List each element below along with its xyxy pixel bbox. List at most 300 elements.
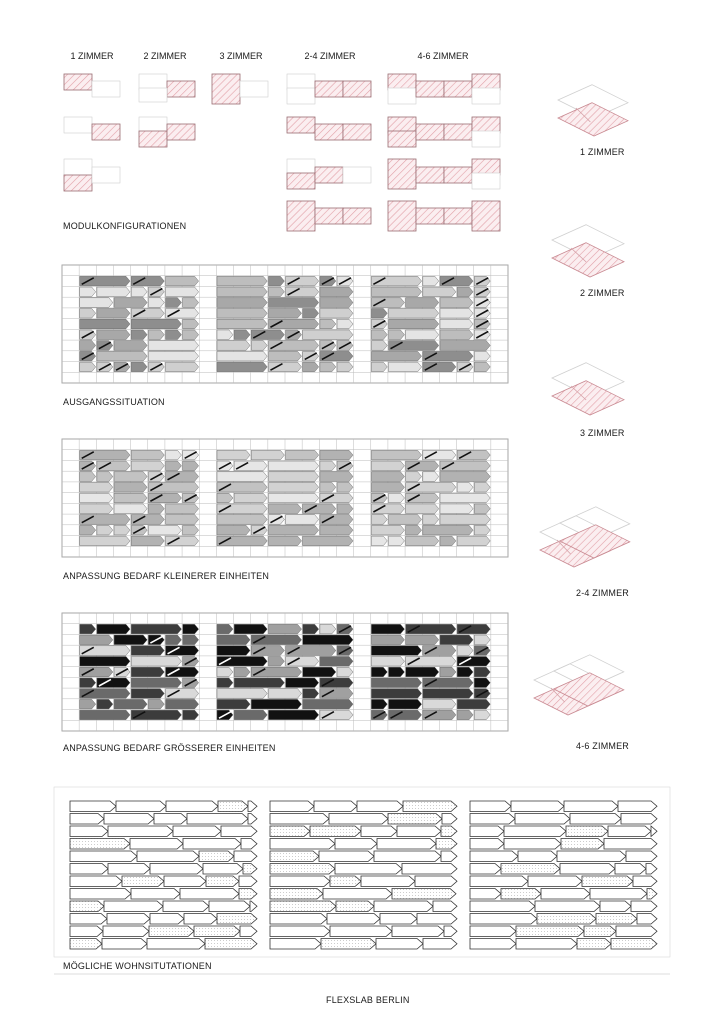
plan-unit — [584, 926, 616, 937]
plan-unit — [470, 926, 516, 937]
facade-unit — [440, 298, 473, 308]
module-cell — [315, 81, 343, 97]
plan-unit — [103, 926, 149, 937]
facade-unit — [406, 461, 439, 471]
facade-unit — [320, 298, 353, 308]
facade-unit — [440, 309, 473, 319]
module-cell — [315, 124, 343, 140]
module-cell — [444, 124, 472, 140]
facade-unit — [251, 646, 284, 656]
plan-unit — [557, 851, 626, 862]
facade-unit — [371, 635, 404, 645]
plan-unit — [314, 801, 357, 812]
module-cell — [64, 175, 92, 191]
facade-unit — [114, 635, 147, 645]
plan-unit — [122, 876, 164, 887]
module-cell — [388, 201, 416, 231]
facade-unit — [217, 287, 267, 297]
plan-unit — [270, 876, 330, 887]
module-cell — [139, 88, 167, 102]
plan-unit — [582, 876, 633, 887]
plan-unit — [600, 901, 631, 912]
facade-unit — [80, 319, 130, 329]
facade-unit — [148, 493, 181, 503]
facade-unit — [371, 472, 404, 482]
module-cell — [315, 167, 343, 183]
facade-unit — [286, 515, 319, 525]
facade-unit — [251, 330, 284, 340]
facade-unit — [166, 536, 199, 546]
facade-unit — [320, 309, 353, 319]
facade-unit — [268, 298, 318, 308]
plan-unit — [361, 876, 415, 887]
plan-unit — [327, 914, 380, 925]
plan-unit — [70, 901, 104, 912]
facade-caption-2: ANPASSUNG BEDARF KLEINERER EINHEITEN — [63, 571, 270, 581]
facade-unit — [423, 525, 473, 535]
plan-unit — [130, 839, 183, 850]
module-cell — [139, 74, 167, 90]
plan-unit — [108, 826, 173, 837]
facade-unit — [148, 351, 198, 361]
plan-unit — [70, 914, 107, 925]
facade-unit — [371, 483, 404, 493]
plan-unit — [415, 876, 457, 887]
plan-unit — [180, 889, 239, 900]
plan-unit — [528, 876, 582, 887]
facade-unit — [131, 536, 164, 546]
facade-unit — [371, 646, 421, 656]
plan-unit — [608, 826, 651, 837]
facade-unit — [131, 678, 181, 688]
facade-unit — [440, 504, 473, 514]
plan-unit — [470, 814, 515, 825]
plan-unit — [270, 851, 319, 862]
facade-unit — [320, 287, 353, 297]
plan-unit — [70, 814, 104, 825]
facade-unit — [166, 515, 199, 525]
plan-unit — [194, 926, 240, 937]
facade-unit — [440, 341, 490, 351]
plan-unit — [361, 826, 397, 837]
plan-unit — [621, 814, 657, 825]
facade-unit — [80, 657, 130, 667]
facade-unit — [217, 276, 267, 286]
facade-unit — [217, 298, 267, 308]
facade-unit — [440, 319, 473, 329]
plan-unit — [70, 876, 122, 887]
plan-unit — [166, 801, 218, 812]
facade-unit — [268, 536, 301, 546]
module-cell — [388, 159, 416, 189]
plan-unit — [149, 926, 194, 937]
plan-unit — [516, 926, 584, 937]
module-cell — [388, 74, 416, 90]
facade-unit — [217, 319, 267, 329]
plan-unit — [537, 914, 596, 925]
plan-unit — [270, 801, 314, 812]
plan-unit — [511, 801, 564, 812]
plan-unit — [310, 826, 361, 837]
plan-unit — [270, 901, 336, 912]
facade-unit — [440, 493, 490, 503]
facade-unit — [80, 536, 130, 546]
plan-unit — [402, 864, 457, 875]
facade-unit — [251, 699, 301, 709]
facade-unit — [131, 657, 181, 667]
facade-unit — [457, 536, 490, 546]
module-cell — [92, 81, 120, 97]
facade-unit — [389, 710, 422, 720]
facade-unit — [406, 504, 439, 514]
facade-unit — [320, 657, 353, 667]
facade-caption-1: AUSGANGSSITUATION — [63, 397, 165, 407]
module-cell — [472, 131, 500, 147]
facade-unit — [320, 472, 353, 482]
facade-unit — [166, 309, 199, 319]
plan-unit — [561, 839, 604, 850]
plan-unit — [596, 914, 637, 925]
plan-unit — [270, 926, 330, 937]
axo-label-1: 1 ZIMMER — [580, 147, 625, 157]
facade-unit — [389, 515, 422, 525]
plan-unit — [270, 814, 329, 825]
plan-unit — [70, 926, 103, 937]
plan-unit — [504, 826, 566, 837]
facade-unit — [251, 450, 284, 460]
module-cell — [343, 208, 371, 224]
module-cell — [92, 167, 120, 183]
facade-unit — [97, 351, 147, 361]
facade-smaller-units — [62, 439, 508, 557]
facade-unit — [371, 678, 421, 688]
plan-unit — [199, 851, 234, 862]
plan-unit — [616, 926, 657, 937]
facade-unit — [406, 493, 439, 503]
facade-unit — [286, 276, 319, 286]
plan-unit — [541, 889, 590, 900]
module-cell — [416, 208, 444, 224]
plan-unit — [319, 851, 374, 862]
module-cell — [472, 201, 500, 231]
axo-label-5: 4-6 ZIMMER — [576, 741, 630, 751]
module-configurations — [64, 74, 500, 231]
facade-unit — [268, 689, 301, 699]
plan-unit — [611, 939, 657, 950]
plan-unit — [470, 914, 537, 925]
plan-unit — [577, 939, 611, 950]
facade-unit — [320, 689, 353, 699]
module-cell — [444, 208, 472, 224]
plan-unit — [221, 826, 257, 837]
facade-unit — [320, 493, 353, 503]
floor-plan-living-situations — [54, 787, 670, 974]
module-cell — [388, 88, 416, 104]
facade-unit — [80, 710, 130, 720]
facade-unit — [457, 450, 490, 460]
facade-unit — [389, 362, 422, 372]
facade-unit — [166, 472, 199, 482]
plan-unit — [330, 876, 361, 887]
facade-unit — [457, 699, 490, 709]
facade-unit — [457, 624, 490, 634]
plan-unit — [70, 826, 108, 837]
facade-unit — [166, 276, 199, 286]
facade-unit — [97, 624, 130, 634]
module-cell — [240, 81, 268, 97]
footer-title: FLEXSLAB BERLIN — [326, 995, 410, 1005]
plan-unit — [377, 839, 436, 850]
module-cell — [64, 74, 92, 90]
plan-unit — [604, 839, 657, 850]
plan-unit — [535, 901, 600, 912]
plan-unit — [631, 901, 657, 912]
plan-unit — [70, 889, 131, 900]
facade-unit — [80, 635, 113, 645]
module-cell — [472, 117, 500, 133]
plan-unit — [270, 914, 327, 925]
module-header-3: 3 ZIMMER — [219, 51, 263, 61]
plan-unit — [433, 901, 457, 912]
axo-label-2: 2 ZIMMER — [580, 288, 625, 298]
plan-unit — [335, 839, 377, 850]
plan-unit — [516, 939, 577, 950]
module-cell — [64, 159, 92, 175]
plan-unit — [518, 851, 557, 862]
plan-unit — [470, 826, 504, 837]
plan-unit — [205, 939, 257, 950]
facade-unit — [166, 667, 199, 677]
facade-unit — [131, 309, 164, 319]
facade-unit — [371, 351, 421, 361]
plan-unit — [131, 889, 180, 900]
facade-unit — [320, 710, 353, 720]
module-cell — [444, 167, 472, 183]
plan-unit — [218, 801, 248, 812]
facade-unit — [234, 710, 267, 720]
plan-unit — [107, 914, 150, 925]
plan-unit — [329, 814, 388, 825]
plan-unit — [374, 901, 433, 912]
axo-slab — [552, 243, 624, 277]
facade-unit — [97, 678, 130, 688]
module-cell — [343, 81, 371, 97]
plan-unit — [209, 901, 250, 912]
plan-unit — [392, 926, 444, 937]
facade-unit — [371, 624, 404, 634]
facade-unit — [217, 341, 250, 351]
facade-unit — [440, 635, 473, 645]
facade-unit — [303, 536, 353, 546]
plan-unit — [470, 801, 511, 812]
facade-unit — [97, 287, 130, 297]
module-cell — [92, 124, 120, 140]
plan-unit — [270, 864, 335, 875]
facade-unit — [148, 341, 198, 351]
plan-unit — [470, 939, 516, 950]
facade-unit — [303, 699, 353, 709]
plan-unit — [515, 814, 570, 825]
facade-unit — [406, 298, 439, 308]
facade-unit — [423, 699, 456, 709]
plan-unit — [564, 801, 618, 812]
plan-unit — [374, 851, 441, 862]
facade-unit — [268, 309, 301, 319]
facade-unit — [131, 319, 181, 329]
module-cell — [287, 201, 315, 231]
facade-unit — [268, 504, 301, 514]
module-cell — [287, 117, 315, 133]
facade-unit — [268, 351, 301, 361]
module-cell — [287, 74, 315, 90]
facade-unit — [217, 362, 267, 372]
facade-unit — [389, 319, 439, 329]
facade-unit — [97, 309, 130, 319]
facade-unit — [389, 699, 422, 709]
facade-unit — [217, 450, 250, 460]
facade-unit — [217, 472, 267, 482]
module-cell — [167, 124, 195, 140]
plan-unit — [470, 864, 501, 875]
plan-unit — [323, 889, 392, 900]
facade-unit — [371, 287, 421, 297]
plan-unit — [321, 939, 376, 950]
facade-unit — [131, 667, 164, 677]
module-cell — [287, 173, 315, 189]
facade-unit — [406, 330, 439, 340]
plan-unit — [70, 939, 102, 950]
facade-larger-units — [62, 613, 508, 731]
facade-unit — [131, 646, 164, 656]
facade-unit — [131, 689, 164, 699]
module-cell — [472, 88, 500, 104]
facade-unit — [389, 309, 439, 319]
plan-unit — [470, 851, 518, 862]
facade-unit — [217, 635, 250, 645]
facade-unit — [440, 330, 473, 340]
plan-unit — [388, 814, 442, 825]
module-cell — [343, 167, 371, 183]
plan-unit — [147, 939, 205, 950]
plan-unit — [270, 826, 310, 837]
plan-unit — [173, 826, 221, 837]
facade-unit — [423, 362, 456, 372]
facade-unit — [268, 525, 318, 535]
facade-unit — [371, 450, 421, 460]
facade-unit — [131, 461, 164, 471]
facade-unit — [423, 450, 456, 460]
axo-label-4: 2-4 ZIMMER — [576, 588, 630, 598]
facade-unit — [234, 493, 267, 503]
plan-unit — [102, 939, 147, 950]
facade-unit — [217, 646, 250, 656]
plan-unit — [163, 901, 209, 912]
facade-unit — [423, 646, 456, 656]
facade-unit — [131, 515, 164, 525]
facade-unit — [217, 525, 250, 535]
facade-unit — [440, 515, 490, 525]
plan-unit — [183, 839, 241, 850]
facade-unit — [268, 461, 318, 471]
facade-unit — [268, 624, 301, 634]
module-header-1: 1 ZIMMER — [70, 51, 114, 61]
plan-unit — [70, 851, 137, 862]
facade-unit — [286, 450, 319, 460]
plan-unit — [270, 889, 323, 900]
facade-unit — [217, 699, 250, 709]
facade-unit — [114, 493, 147, 503]
module-header-2: 2 ZIMMER — [143, 51, 187, 61]
plan-unit — [108, 864, 150, 875]
plan-unit — [336, 901, 374, 912]
plan-unit — [206, 876, 239, 887]
facade-unit — [234, 624, 267, 634]
plan-caption: MÖGLICHE WOHNSITUTATIONEN — [63, 961, 212, 971]
facade-unit — [303, 667, 336, 677]
module-caption: MODULKONFIGURATIONEN — [63, 221, 187, 231]
facade-unit — [371, 298, 404, 308]
facade-unit — [286, 657, 319, 667]
plan-unit — [403, 801, 457, 812]
facade-unit — [320, 351, 353, 361]
facade-unit — [423, 287, 456, 297]
plan-unit — [470, 901, 535, 912]
module-cell — [472, 173, 500, 189]
plan-unit — [104, 814, 154, 825]
plan-unit — [566, 826, 608, 837]
module-cell — [167, 81, 195, 97]
facade-unit — [131, 450, 164, 460]
facade-unit — [423, 710, 456, 720]
facade-unit — [97, 461, 130, 471]
plan-unit — [154, 814, 187, 825]
plan-unit — [618, 801, 657, 812]
facade-unit — [457, 657, 490, 667]
plan-unit — [164, 876, 206, 887]
plan-unit — [70, 864, 108, 875]
plan-unit — [376, 939, 423, 950]
plan-unit — [380, 914, 417, 925]
axo-slab — [552, 381, 624, 415]
facade-unit — [80, 298, 113, 308]
plan-unit — [417, 914, 457, 925]
facade-unit — [114, 298, 147, 308]
facade-unit — [217, 515, 267, 525]
plan-unit — [570, 814, 621, 825]
facade-unit — [80, 493, 113, 503]
facade-unit — [114, 483, 147, 493]
facade-unit — [303, 330, 353, 340]
module-cell — [139, 131, 167, 147]
plan-unit — [137, 851, 199, 862]
plan-unit — [626, 851, 657, 862]
facade-unit — [166, 689, 199, 699]
module-cell — [343, 124, 371, 140]
facade-unit — [440, 276, 473, 286]
facade-unit — [303, 635, 353, 645]
facade-unit — [80, 504, 113, 514]
facade-unit — [217, 309, 267, 319]
facade-initial-situation — [62, 265, 508, 383]
plan-unit — [150, 914, 184, 925]
facade-unit — [131, 276, 164, 286]
facade-unit — [268, 483, 318, 493]
facade-unit — [80, 483, 113, 493]
facade-unit — [320, 515, 353, 525]
facade-unit — [268, 710, 318, 720]
facade-unit — [286, 678, 319, 688]
plan-unit — [70, 839, 130, 850]
